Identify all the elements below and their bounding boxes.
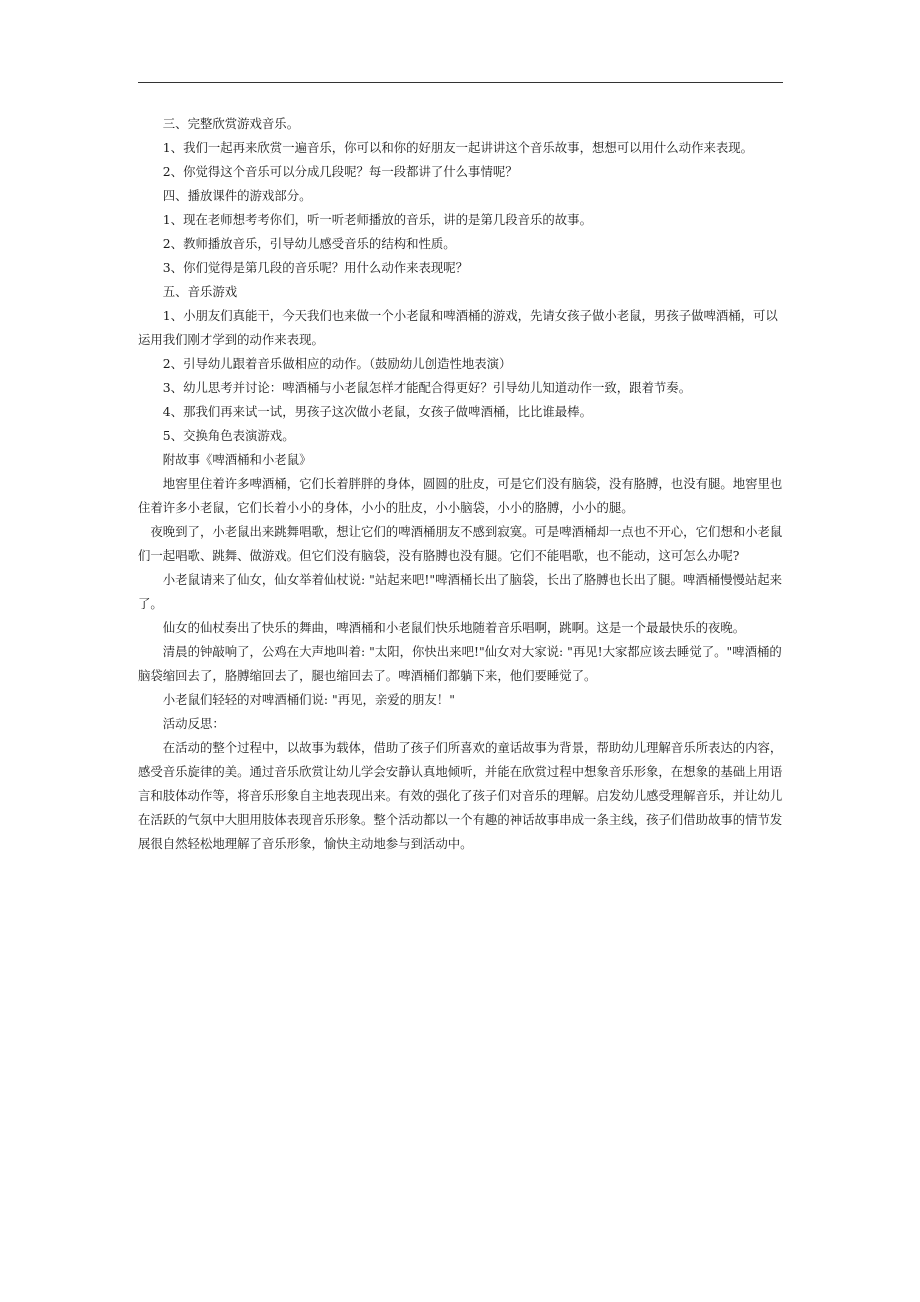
paragraph: 3、你们觉得是第几段的音乐呢？用什么动作来表现呢？ xyxy=(162,260,469,275)
section-heading-3: 三、完整欣赏游戏音乐。 xyxy=(162,116,300,131)
reflection-heading: 活动反思： xyxy=(162,716,225,731)
document-body xyxy=(138,112,783,856)
paragraph: 2、教师播放音乐，引导幼儿感受音乐的结构和性质。 xyxy=(162,236,456,251)
reflection-paragraph: 在活动的整个过程中，以故事为载体，借助了孩子们所喜欢的童话故事为背景，帮助幼儿理解音乐所表达的内容，感受音乐旋律的美。通过音乐欣赏让幼儿学会安静认真地倾听，并能在欣赏过程中想象音乐形象，在想象的基础上用语言和肢体动作等，将音乐形象自主地表现出来。有效的强化了孩子们对音乐的理解。启发幼儿感受理解音乐，并让幼儿在活跃的气氛中大胆用肢体表现音乐形象。整个活动都以一个有趣的神话故事串成一条主线，孩子们借助故事的情节发展很自然轻松地理解了音乐形象，愉快主动地参与到活动中。 xyxy=(138,740,783,851)
header-rule xyxy=(138,82,783,83)
story-paragraph: 清晨的钟敲响了，公鸡在大声地叫着: "太阳，你快出来吧!"仙女对大家说: "再见!大家都应该去睡觉了。"啤酒桶的脑袋缩回去了，胳膊缩回去了，腿也缩回去了。啤酒桶们都躺下来，他们要睡觉了。 xyxy=(138,644,782,683)
paragraph: 1、我们一起再来欣赏一遍音乐，你可以和你的好朋友一起讲讲这个音乐故事，想想可以用什么动作来表现。 xyxy=(162,140,754,155)
paragraph: 1、现在老师想考考你们，听一听老师播放的音乐，讲的是第几段音乐的故事。 xyxy=(162,212,592,227)
story-paragraph: 地窖里住着许多啤酒桶，它们长着胖胖的身体，圆圆的肚皮，可是它们没有脑袋，没有胳膊，也没有腿。地窖里也住着许多小老鼠，它们长着小小的身体，小小的肚皮，小小脑袋，小小的胳膊，小小的腿。 xyxy=(138,476,783,515)
story-paragraph: 小老鼠请来了仙女，仙女举着仙杖说: "站起来吧!"啤酒桶长出了脑袋，长出了胳膊也长出了腿。啤酒桶慢慢站起来了。 xyxy=(138,572,783,611)
paragraph: 4、那我们再来试一试，男孩子这次做小老鼠，女孩子做啤酒桶，比比谁最棒。 xyxy=(162,404,592,419)
story-paragraph: 仙女的仙杖奏出了快乐的舞曲，啤酒桶和小老鼠们快乐地随着音乐唱啊，跳啊。这是一个最最快乐的夜晚。 xyxy=(162,620,746,635)
paragraph: 2、你觉得这个音乐可以分成几段呢？每一段都讲了什么事情呢？ xyxy=(162,164,518,179)
story-title: 附故事《啤酒桶和小老鼠》 xyxy=(162,452,312,467)
paragraph: 3、幼儿思考并讨论：啤酒桶与小老鼠怎样才能配合得更好？引导幼儿知道动作一致，跟着节奏。 xyxy=(162,380,692,395)
paragraph: 1、小朋友们真能干，今天我们也来做一个小老鼠和啤酒桶的游戏，先请女孩子做小老鼠，男孩子做啤酒桶，可以运用我们刚才学到的动作来表现。 xyxy=(138,308,778,347)
paragraph: 2、引导幼儿跟着音乐做相应的动作。（鼓励幼儿创造性地表演） xyxy=(162,356,512,371)
story-paragraph: 小老鼠们轻轻的对啤酒桶们说: "再见，亲爱的朋友！" xyxy=(162,692,455,707)
section-heading-5: 五、音乐游戏 xyxy=(162,284,238,299)
story-paragraph: 夜晚到了，小老鼠出来跳舞唱歌，想让它们的啤酒桶朋友不感到寂寞。可是啤酒桶却一点也不开心，它们想和小老鼠们一起唱歌、跳舞、做游戏。但它们没有脑袋，没有胳膊也没有腿。它们不能唱歌，也不能动，这可怎么办呢? xyxy=(138,524,783,563)
paragraph: 5、交换角色表演游戏。 xyxy=(162,428,295,443)
section-heading-4: 四、播放课件的游戏部分。 xyxy=(162,188,312,203)
